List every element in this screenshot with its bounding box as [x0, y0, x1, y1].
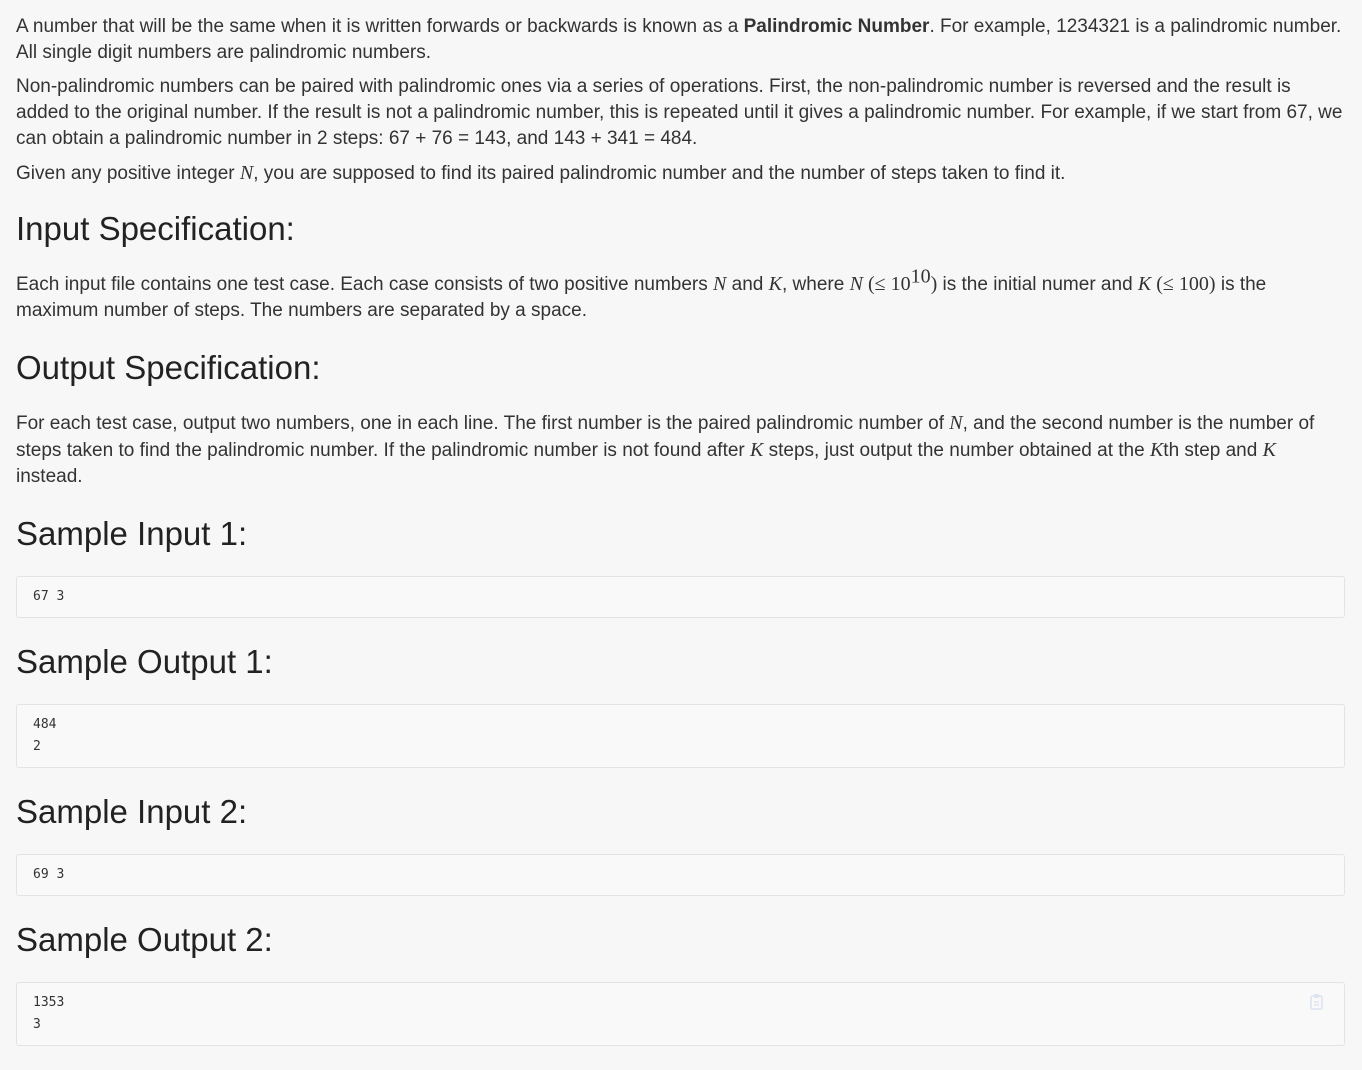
- sample-line: 67 3: [33, 589, 65, 604]
- sample-input-1-block[interactable]: [16, 576, 1345, 618]
- math-var-k: K: [1149, 439, 1164, 461]
- text: instead.: [16, 466, 83, 487]
- math-var-n: N: [239, 162, 254, 184]
- sample-line: 69 3: [33, 867, 65, 882]
- math-var-k: K: [1137, 273, 1152, 295]
- sample-line: 2: [33, 739, 41, 754]
- text: Each input file contains one test case. Each case consists of two positive numbers: [16, 274, 714, 295]
- text: and: [726, 274, 769, 295]
- math-var-n: N: [713, 273, 727, 295]
- sample-output-2-block[interactable]: [16, 982, 1345, 1046]
- math-var-k: K: [768, 273, 782, 295]
- bold-term: Palindromic Number: [743, 16, 930, 37]
- output-spec-heading: Output Specification:: [16, 349, 321, 386]
- math-bound: (≤ 10: [862, 273, 911, 295]
- math-exponent: 10: [910, 265, 931, 288]
- copy-icon[interactable]: [1308, 993, 1324, 1011]
- sample-input-2-heading: Sample Input 2:: [16, 793, 248, 830]
- description-paragraph-1: [16, 14, 1346, 66]
- output-spec-paragraph: [16, 410, 1346, 490]
- text: , and the second number is the number of steps taken to find the palindromic number. If the palindromic number is not found after: [16, 413, 1315, 461]
- math-bound: (≤ 100): [1151, 273, 1216, 295]
- sample-line: 484: [33, 717, 57, 732]
- text: , you are supposed to find its paired palindromic number and the number of steps taken to find it.: [253, 163, 1066, 184]
- description-paragraph-3: [16, 160, 1346, 187]
- sample-line: 1353: [33, 995, 65, 1010]
- sample-input-1-heading: Sample Input 1:: [16, 515, 248, 552]
- sample-output-1-heading: Sample Output 1:: [16, 643, 273, 680]
- text: steps, just output the number obtained at the: [763, 440, 1150, 461]
- text: is the maximum number of steps. The numbers are separated by a space.: [16, 274, 1267, 321]
- description-paragraph-2: Non-palindromic numbers can be paired with palindromic ones via a series of operations. First, the non-palindromic number is reversed and the result is added to the original number. If the result is not a palindromic number, this is repeated until it gives a palindromic number. For example, if we start from 67, we can obtain a palindromic number in 2 steps: 67 + 76 = 143, and 143 + 341 = 484.: [16, 76, 1343, 149]
- math-paren: ): [930, 273, 938, 295]
- text: For each test case, output two numbers, one in each line. The first number is the paired palindromic number of: [16, 413, 950, 434]
- math-var-n: N: [949, 412, 963, 434]
- text: , where: [782, 274, 850, 295]
- text: . For example, 1234321 is a palindromic number. All single digit numbers are palindromic numbers.: [16, 16, 1342, 63]
- sample-output-1-block[interactable]: [16, 704, 1345, 768]
- input-spec-paragraph: [16, 265, 1346, 324]
- text: th step and: [1163, 440, 1263, 461]
- math-var-k: K: [750, 439, 764, 461]
- text: A number that will be the same when it is written forwards or backwards is known as a: [16, 16, 744, 37]
- math-var-k: K: [1262, 439, 1276, 461]
- sample-line: 3: [33, 1017, 41, 1032]
- math-var-n: N: [849, 273, 863, 295]
- text: Given any positive integer: [16, 163, 240, 184]
- sample-output-2-heading: Sample Output 2:: [16, 921, 273, 958]
- sample-input-2-block[interactable]: [16, 854, 1345, 896]
- input-spec-heading: Input Specification:: [16, 210, 295, 247]
- text: is the initial numer and: [937, 274, 1138, 295]
